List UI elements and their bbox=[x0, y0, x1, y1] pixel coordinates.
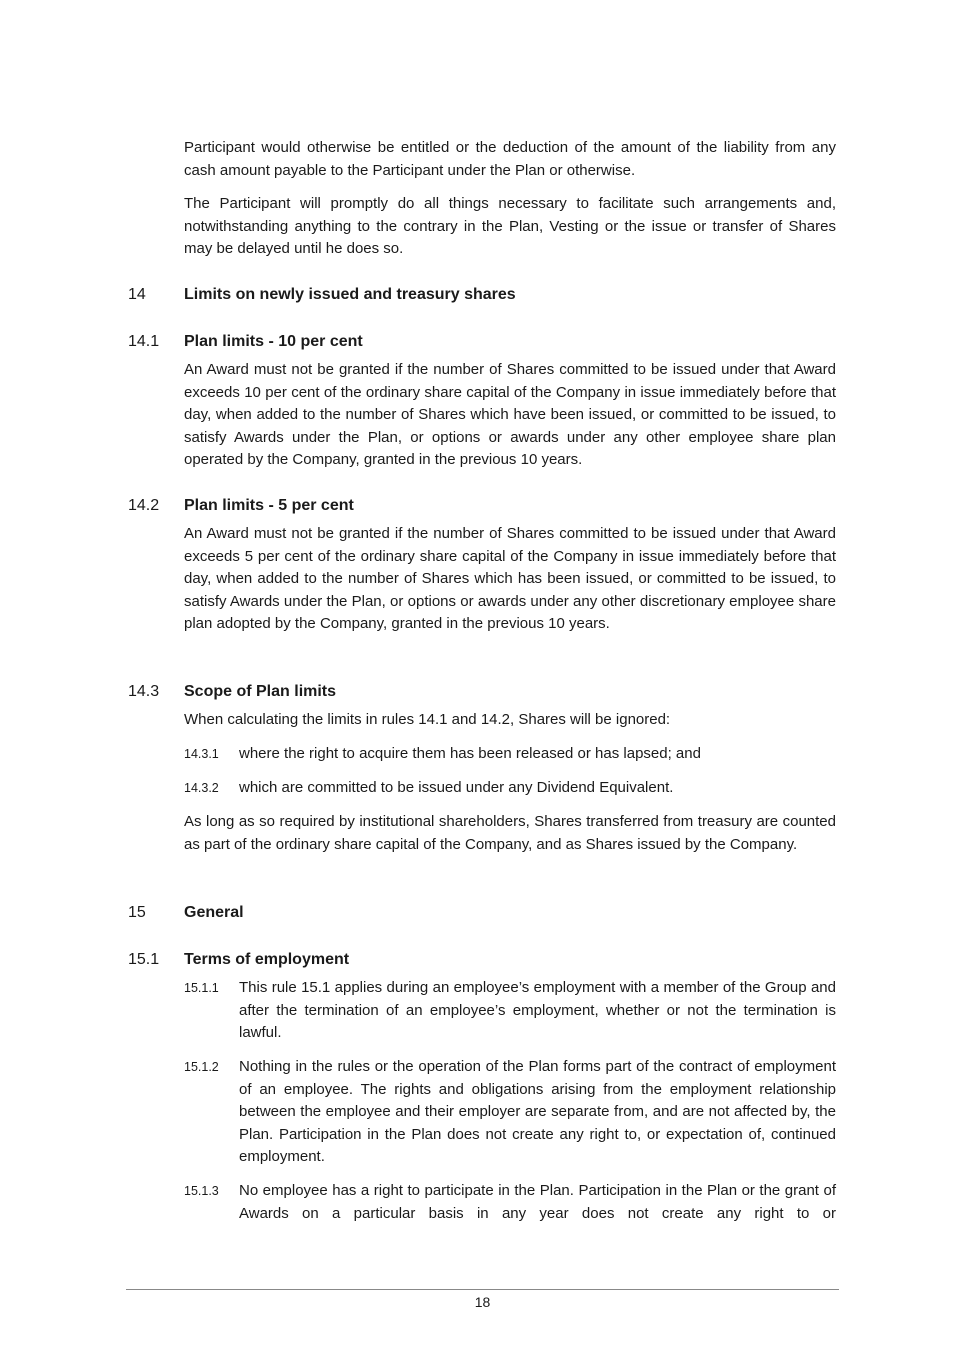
clause-heading: Plan limits - 10 per cent bbox=[184, 333, 363, 350]
subclause-text: This rule 15.1 applies during an employee’s employment with a member of the Group and after the termination of an employee’s employment, whether or not the termination is lawful. bbox=[239, 979, 836, 1041]
section-heading: Limits on newly issued and treasury shares bbox=[184, 286, 516, 303]
subclause-text: which are committed to be issued under any Dividend Equivalent. bbox=[239, 779, 674, 796]
subclause-number: 15.1.3 bbox=[184, 1184, 219, 1198]
section-number: 14 bbox=[128, 286, 146, 303]
clause-heading: Terms of employment bbox=[184, 951, 350, 968]
paragraph: The Participant will promptly do all things necessary to facilitate such arrangements and, notwithstanding anything to the contrary in the Plan, Vesting or the issue or transfer of Shares may be delayed until he does so. bbox=[184, 195, 836, 257]
paragraph: When calculating the limits in rules 14.1 and 14.2, Shares will be ignored: bbox=[184, 711, 671, 728]
footer-divider bbox=[126, 1289, 839, 1290]
clause-number: 15.1 bbox=[128, 951, 160, 968]
clause-number: 14.1 bbox=[128, 333, 160, 350]
subclause-number: 14.3.1 bbox=[184, 747, 219, 761]
subclause-text: where the right to acquire them has been released or has lapsed; and bbox=[239, 745, 701, 762]
subclause-number: 14.3.2 bbox=[184, 781, 219, 795]
subclause-text: Nothing in the rules or the operation of the Plan forms part of the contract of employment of an employee. The rights and obligations arising from the employment relationship between the employee and their employer are separate from, and are not affected by, the Plan. Participation in the Plan does not create any right to, or expectation of, continued employment. bbox=[239, 1058, 836, 1165]
subclause-text: No employee has a right to participate in the Plan. Participation in the Plan or the grant of Awards on a particular basis in any year does not create any right to or bbox=[239, 1182, 836, 1222]
clause-heading: Plan limits - 5 per cent bbox=[184, 497, 354, 514]
paragraph: An Award must not be granted if the number of Shares committed to be issued under that Award exceeds 5 per cent of the ordinary share capital of the Company in issue immediately before that day, when added to the number of Shares which has been issued, or committed to be issued, to satisfy Awards under the Plan, or options or awards under any other discretionary employee share plan adopted by the Company, granted in the previous 10 years. bbox=[184, 525, 836, 632]
page-number: 18 bbox=[474, 1294, 491, 1310]
subclause-number: 15.1.2 bbox=[184, 1060, 219, 1074]
clause-number: 14.3 bbox=[128, 683, 160, 700]
clause-number: 14.2 bbox=[128, 497, 160, 514]
paragraph: Participant would otherwise be entitled or the deduction of the amount of the liability from any cash amount payable to the Participant under the Plan or otherwise. bbox=[184, 139, 836, 179]
section-heading: General bbox=[184, 904, 244, 921]
section-number: 15 bbox=[128, 904, 146, 921]
clause-heading: Scope of Plan limits bbox=[184, 683, 337, 700]
subclause-number: 15.1.1 bbox=[184, 981, 219, 995]
paragraph: An Award must not be granted if the number of Shares committed to be issued under that Award exceeds 10 per cent of the ordinary share capital of the Company in issue immediately before that day, when added to the number of Shares which have been issued, or committed to be issued, to satisfy Awards under the Plan, or options or awards under any other employee share plan operated by the Company, granted in the previous 10 years. bbox=[184, 361, 836, 468]
paragraph: As long as so required by institutional shareholders, Shares transferred from treasury are counted as part of the ordinary share capital of the Company, and as Shares issued by the Company. bbox=[184, 813, 836, 853]
